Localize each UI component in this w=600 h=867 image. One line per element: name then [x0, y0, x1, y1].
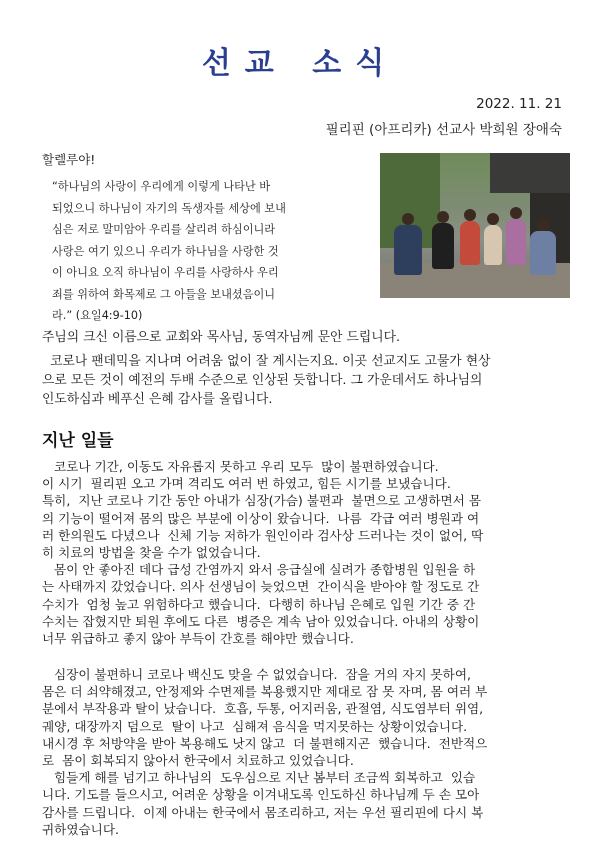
paragraph-line: 으로 모든 것이 예전의 두배 수준으로 인상된 듯합니다. 그 가운데서도 하나님의	[42, 373, 483, 388]
verse-line: 이 아니요 오직 하나님이 우리를 사랑하사 우리	[52, 266, 279, 279]
section-heading: 지난 일들	[42, 431, 114, 451]
past-events-part1	[42, 458, 572, 647]
verse-line: 사랑은 여기 있으니 우리가 하나님을 사랑한 것	[52, 244, 279, 258]
body-line: 궤양, 대장까지 덤으로 탈이 나고 심해져 음식을 먹지못하는 상황이었습니다.	[42, 718, 468, 734]
page-title: 선교 소식	[201, 46, 399, 81]
body-line: 히 치료의 방법을 찾을 수가 없었습니다.	[42, 545, 261, 561]
body-line: 이 시기 필리핀 오고 가며 격리도 여러 번 하였고, 힘든 시기를 보냈습니다.	[42, 476, 451, 492]
author-line: 필리핀 (아프리카) 선교사 박희원 장애숙	[325, 122, 562, 138]
verse-line: 죄를 위하여 화목제로 그 아들을 보내셨음이니	[52, 287, 276, 301]
body-line: 러 한의원도 다녔으나 신체 기능 저하가 원인이라 검사상 드러나는 것이 없어, 딱	[42, 527, 484, 543]
body-line: 는 사태까지 갔었습니다. 의사 선생님이 늦었으면 간이식을 받아야 할 정도로 간	[42, 579, 480, 595]
body-line: 특히, 지난 코로나 기간 동안 아내가 심장(가슴) 불편과 불면으로 고생하면서 몸	[42, 493, 482, 509]
body-line: 로 몸이 회복되지 않아서 한국에서 치료하고 있었습니다.	[42, 753, 354, 769]
body-line: 너무 위급하고 좋지 않아 부득이 간호를 해야만 했습니다.	[42, 631, 354, 647]
bible-verse	[52, 176, 370, 327]
opening-paragraph	[42, 352, 490, 409]
intro-text: 주님의 크신 이름으로 교회와 목사님, 동역자님께 문안 드립니다.	[42, 330, 401, 345]
paragraph-line: 인도하심과 베푸신 은혜 감사를 올립니다.	[42, 392, 273, 407]
greeting: 할렐루야!	[42, 152, 96, 167]
body-line: 내시경 후 처방약을 받아 복용해도 낫지 않고 더 불편해지곤 했습니다. 전반적으	[42, 735, 488, 751]
body-line: 수치가 엄청 높고 위험하다고 했습니다. 다행히 하나님 은혜로 입원 기간 중 간	[42, 596, 476, 612]
past-events-part2	[42, 666, 572, 838]
date-line: 2022. 11. 21	[476, 96, 562, 112]
mission-photo	[380, 153, 570, 298]
body-line: 귀하였습니다.	[42, 821, 119, 837]
body-line: 감사를 드립니다. 이제 아내는 한국에서 몸조리하고, 저는 우선 필리핀에 다시 복	[42, 804, 484, 820]
body-line: 의 기능이 떨어져 몸의 많은 부분에 이상이 왔습니다. 나름 각급 여러 병원과 여	[42, 510, 480, 526]
body-line: 니다. 기도를 들으시고, 어려운 상황을 이겨내도록 인도하신 하나님께 두 손 모아	[42, 787, 480, 803]
body-line: 수치는 잡혔지만 퇴원 후에도 다른 병증은 계속 남아 있었습니다. 아내의 상황이	[42, 613, 480, 629]
verse-line: “하나님의 사랑이 우리에게 이렇게 나타난 바	[52, 180, 271, 193]
body-line: 코로나 기간, 이동도 자유롭지 못하고 우리 모두 많이 불편하였습니다.	[42, 459, 439, 474]
paragraph-line: 코로나 팬데믹을 지나며 어려움 없이 잘 계시는지요. 이곳 선교지도 고물가 현상	[42, 354, 491, 369]
verse-line: 되었으니 하나님이 자기의 독생자를 세상에 보내	[52, 201, 286, 215]
body-line: 심장이 불편하니 코로나 백신도 맞을 수 없었습니다. 잠을 거의 자지 못하여,	[42, 667, 472, 682]
body-line: 몸은 더 쇠약해졌고, 안정제와 수면제를 복용했지만 제대로 잠 못 자며, 몸 여러 부	[42, 684, 488, 700]
verse-line: 라.” (요일4:9-10)	[52, 309, 143, 322]
body-line: 힘들게 해를 넘기고 하나님의 도우심으로 지난 봄부터 조금씩 회복하고 있습	[42, 770, 476, 786]
body-line: 분에서 부작용과 탈이 났습니다. 호흡, 두통, 어지러움, 관절염, 식도염부터 위염,	[42, 701, 484, 717]
verse-line: 심은 저로 말미암아 우리를 살리려 하심이니라	[52, 223, 276, 236]
body-line: 몸이 안 좋아진 데다 급성 간염까지 와서 응급실에 실려가 종합병원 입원을 하	[42, 562, 476, 578]
